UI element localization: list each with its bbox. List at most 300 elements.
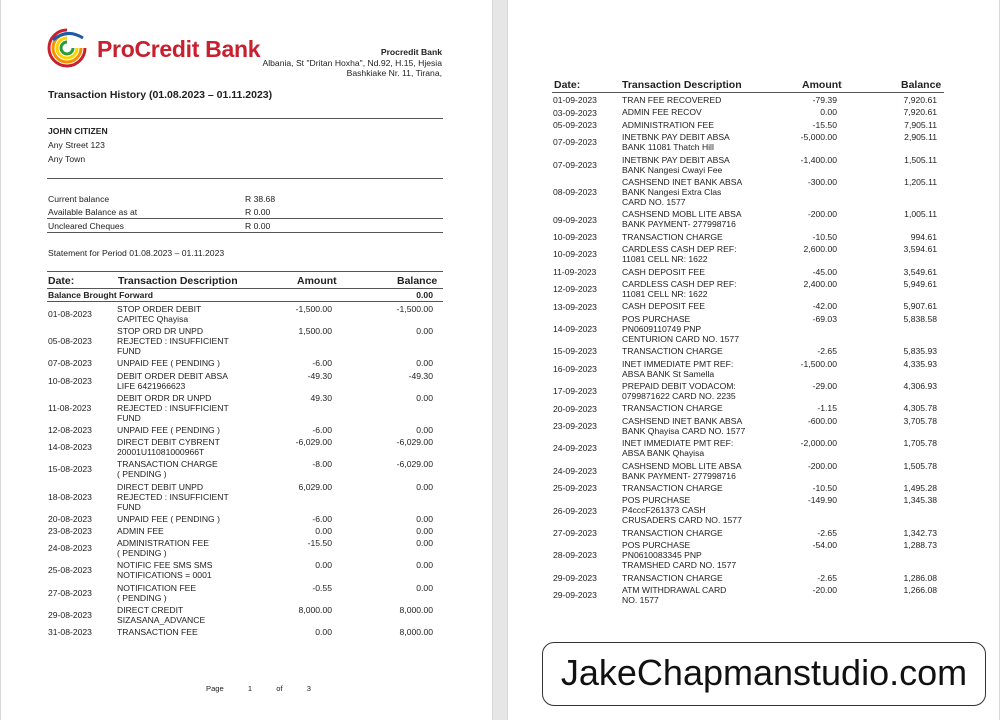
row-date: 12-08-2023 — [48, 425, 92, 436]
statement-page-2 — [507, 0, 1000, 720]
row-amount: -20.00 — [812, 585, 837, 595]
divider — [47, 288, 443, 289]
table-row — [508, 301, 999, 313]
row-amount: -49.30 — [307, 370, 332, 381]
balance-label: Current balance — [48, 194, 110, 204]
row-description-line: STOP ORDER DEBIT — [117, 304, 202, 314]
row-description — [622, 495, 762, 525]
row-amount: -6.00 — [312, 358, 332, 369]
row-date: 01-08-2023 — [48, 309, 92, 320]
row-balance: 0.00 — [416, 560, 433, 571]
row-description-line: BANK 11081 Thatch Hill — [622, 142, 714, 153]
row-amount: -69.03 — [812, 313, 837, 324]
table-row — [508, 495, 999, 527]
divider — [47, 178, 443, 179]
header-balance: Balance — [397, 275, 438, 287]
row-date: 05-08-2023 — [48, 336, 92, 347]
row-description-line: CRUSADERS CARD NO. 1577 — [622, 515, 742, 526]
row-description-line: CASHSEND MOBL LITE ABSA — [622, 460, 742, 471]
row-date: 16-09-2023 — [553, 363, 597, 374]
customer-block — [48, 124, 108, 166]
row-description-line: NO. 1577 — [622, 595, 659, 605]
row-description-line: TRAN FEE RECOVERED — [622, 95, 722, 105]
row-amount: -200.00 — [807, 209, 837, 220]
table-row — [1, 393, 492, 425]
row-amount: -15.50 — [307, 538, 332, 549]
bank-address-line-1: Albania, St "Dritan Hoxha", Nd.92, H.15, Hjesia — [262, 57, 442, 68]
row-balance: 994.61 — [910, 231, 937, 242]
row-description-line: DEBIT ORDR DR UNPD — [117, 392, 212, 403]
row-description-line: CARDLESS CASH DEP REF: — [622, 244, 737, 255]
row-date: 18-08-2023 — [48, 491, 92, 502]
row-description — [117, 605, 257, 625]
page-label: Page — [206, 684, 224, 693]
row-amount: -2.65 — [817, 346, 837, 357]
row-description-line: INETBNK PAY DEBIT ABSA — [622, 154, 730, 165]
row-balance: 4,335.93 — [903, 358, 937, 369]
row-amount: 2,400.00 — [803, 279, 837, 289]
row-date: 01-09-2023 — [553, 95, 597, 106]
row-amount: -0.55 — [312, 582, 332, 593]
row-amount: -15.50 — [812, 119, 837, 130]
table-row — [508, 132, 999, 154]
of-label: of — [276, 684, 283, 693]
customer-name: JOHN CITIZEN — [48, 126, 108, 136]
row-date: 09-09-2023 — [553, 214, 597, 225]
row-description-line: TRANSACTION CHARGE — [622, 403, 723, 414]
row-description-line: STOP ORD DR UNPD — [117, 326, 204, 337]
row-description — [622, 244, 762, 264]
row-date: 15-08-2023 — [48, 464, 92, 475]
table-row — [508, 155, 999, 177]
row-amount: -1,500.00 — [800, 358, 837, 369]
row-description-line: NOTIFIC FEE SMS SMS — [117, 560, 213, 571]
table-row — [1, 514, 492, 526]
row-description-line: ADMIN FEE RECOV — [622, 107, 702, 118]
table-row — [508, 95, 999, 107]
row-description — [622, 438, 762, 458]
brought-forward-value: 0.00 — [416, 290, 433, 300]
divider — [552, 92, 944, 93]
row-balance: 8,000.00 — [399, 627, 433, 637]
row-description — [622, 314, 762, 344]
row-description — [622, 483, 762, 493]
row-amount: -200.00 — [807, 460, 837, 471]
logo-text: ProCredit Bank — [97, 36, 261, 62]
row-description-line: TRANSACTION CHARGE — [622, 527, 723, 538]
row-description — [622, 461, 762, 481]
row-description-line: CASHSEND INET BANK ABSA — [622, 177, 743, 187]
row-balance: 1,288.73 — [903, 540, 937, 551]
row-amount: -6.00 — [312, 425, 332, 435]
row-description — [622, 155, 762, 175]
row-date: 07-08-2023 — [48, 358, 92, 369]
row-amount: -600.00 — [807, 415, 837, 426]
row-description-line: REJECTED : INSUFFICIENT — [117, 336, 229, 347]
row-amount: -10.50 — [812, 483, 837, 493]
row-description-line: POS PURCHASE — [622, 313, 691, 324]
row-description — [622, 232, 762, 242]
table-row — [508, 107, 999, 119]
table-row — [508, 528, 999, 540]
row-balance: 1,266.08 — [903, 585, 937, 595]
row-description-line: ( PENDING ) — [117, 592, 167, 603]
table-row — [1, 627, 492, 639]
row-description-line: BANK Nangesi Cwayi Fee — [622, 164, 723, 175]
row-description — [622, 528, 762, 538]
row-date: 24-08-2023 — [48, 543, 92, 554]
row-balance: 0.00 — [416, 513, 433, 524]
row-description-line: BANK Nangesi Extra Clas — [622, 187, 722, 197]
row-balance: -6,029.00 — [396, 437, 433, 448]
row-description-line: PREPAID DEBIT VODACOM: — [622, 381, 736, 391]
row-description — [117, 393, 257, 423]
table-row — [1, 526, 492, 538]
row-balance: -6,029.00 — [396, 459, 433, 470]
balance-value: R 0.00 — [245, 207, 271, 217]
balance-label: Uncleared Cheques — [48, 221, 124, 231]
row-description — [117, 371, 257, 391]
row-description-line: LIFE 6421966623 — [117, 380, 186, 391]
row-date: 29-09-2023 — [553, 590, 597, 601]
row-description-line: ( PENDING ) — [117, 469, 167, 480]
statement-page-1 — [0, 0, 493, 720]
row-balance: -1,500.00 — [396, 304, 433, 314]
row-description — [622, 120, 762, 130]
row-amount: -6,029.00 — [295, 437, 332, 448]
table-row — [508, 279, 999, 301]
balance-value: R 0.00 — [245, 221, 271, 231]
table-row — [1, 605, 492, 627]
row-balance: 5,835.93 — [903, 346, 937, 357]
row-date: 17-09-2023 — [553, 386, 597, 397]
row-description — [117, 560, 257, 580]
row-description — [622, 573, 762, 583]
row-date: 25-08-2023 — [48, 565, 92, 576]
row-date: 14-09-2023 — [553, 323, 597, 334]
row-amount: -29.00 — [812, 381, 837, 391]
row-date: 10-08-2023 — [48, 375, 92, 386]
row-amount: -149.90 — [807, 495, 837, 506]
row-description-line: POS PURCHASE — [622, 540, 691, 551]
row-description-line: 11081 CELL NR: 1622 — [622, 254, 708, 265]
row-description — [117, 583, 257, 603]
row-description — [117, 304, 257, 324]
row-description — [622, 267, 762, 277]
row-balance: 5,949.61 — [903, 279, 937, 289]
table-row — [508, 416, 999, 438]
row-description-line: SIZASANA_ADVANCE — [117, 614, 206, 625]
header-date: Date: — [48, 275, 75, 287]
row-description-line: CASHSEND INET BANK ABSA — [622, 415, 743, 426]
row-description — [117, 358, 257, 368]
table-row — [1, 437, 492, 459]
row-description — [117, 459, 257, 479]
row-description-line: PN0609110749 PNP — [622, 323, 702, 334]
table-row — [508, 461, 999, 483]
row-date: 23-08-2023 — [48, 526, 92, 537]
row-description-line: DIRECT DEBIT UNPD — [117, 481, 204, 492]
row-description-line: BANK PAYMENT- 277998716 — [622, 219, 736, 230]
table-row — [508, 267, 999, 279]
row-amount: 0.00 — [315, 560, 332, 571]
row-balance: 1,495.28 — [903, 483, 937, 493]
row-description-line: REJECTED : INSUFFICIENT — [117, 491, 229, 502]
row-amount: 49.30 — [310, 392, 332, 403]
row-amount: 0.00 — [315, 526, 332, 536]
row-description-line: INETBNK PAY DEBIT ABSA — [622, 132, 730, 143]
procredit-logo-icon — [45, 26, 89, 70]
divider — [47, 232, 443, 233]
row-description-line: P4cccF261373 CASH — [622, 505, 706, 516]
row-balance: 1,345.38 — [903, 495, 937, 506]
row-description-line: CASHSEND MOBL LITE ABSA — [622, 209, 742, 220]
row-balance: 8,000.00 — [399, 604, 433, 615]
row-date: 10-09-2023 — [553, 231, 597, 242]
row-description-line: TRANSACTION FEE — [117, 627, 198, 637]
row-description — [622, 209, 762, 229]
table-row — [508, 346, 999, 358]
row-date: 07-09-2023 — [553, 159, 597, 170]
row-amount: -79.39 — [812, 95, 837, 105]
row-balance: 1,286.08 — [903, 572, 937, 583]
row-date: 28-09-2023 — [553, 550, 597, 561]
row-description-line: DIRECT CREDIT — [117, 604, 184, 615]
row-description-line: FUND — [117, 501, 141, 512]
row-description — [622, 540, 762, 570]
row-balance: 0.00 — [416, 326, 433, 337]
table-row — [1, 425, 492, 437]
row-description-line: FUND — [117, 346, 141, 357]
page-number: 1 — [247, 684, 253, 693]
row-balance: 1,505.11 — [904, 154, 937, 165]
balance-value: R 38.68 — [245, 194, 276, 204]
table-row — [1, 326, 492, 358]
row-description — [622, 301, 762, 311]
row-date: 25-09-2023 — [553, 483, 597, 494]
row-date: 13-09-2023 — [553, 301, 597, 312]
row-date: 11-08-2023 — [48, 402, 92, 413]
row-description — [117, 425, 257, 435]
row-balance: 0.00 — [416, 526, 433, 536]
row-description — [622, 585, 762, 605]
row-description-line: PN0610083345 PNP — [622, 550, 702, 561]
table-row — [508, 381, 999, 403]
table-row — [1, 358, 492, 370]
balance-label: Available Balance as at — [48, 207, 138, 217]
row-amount: 6,029.00 — [298, 481, 332, 492]
row-balance: 0.00 — [416, 358, 433, 369]
table-row — [508, 177, 999, 209]
row-description-line: TRANSACTION CHARGE — [117, 459, 218, 470]
row-date: 11-09-2023 — [553, 266, 597, 277]
row-balance: 5,838.58 — [903, 313, 937, 324]
row-description-line: NOTIFICATION FEE — [117, 582, 197, 593]
row-description-line: ADMINISTRATION FEE — [117, 538, 209, 549]
row-description — [117, 437, 257, 457]
row-balance: 1,342.73 — [903, 527, 937, 538]
row-amount: -2,000.00 — [800, 438, 837, 449]
row-balance: 2,905.11 — [904, 132, 937, 143]
row-date: 05-09-2023 — [553, 119, 597, 130]
row-description — [117, 326, 257, 356]
watermark: JakeChapmanstudio.com — [542, 642, 986, 706]
row-amount: -42.00 — [812, 301, 837, 312]
row-balance: 0.00 — [416, 425, 433, 435]
row-description-line: ( PENDING ) — [117, 548, 167, 559]
row-balance: 1,005.11 — [904, 209, 937, 220]
row-date: 26-09-2023 — [553, 505, 597, 516]
row-amount: -1,500.00 — [295, 304, 332, 314]
row-description-line: CASH DEPOSIT FEE — [622, 266, 705, 277]
row-description-line: FUND — [117, 412, 141, 423]
row-amount: 0.00 — [315, 627, 332, 637]
table-row — [508, 359, 999, 381]
header-description: Transaction Description — [622, 79, 742, 91]
row-amount: -45.00 — [812, 266, 837, 277]
row-balance: 0.00 — [416, 481, 433, 492]
row-balance: 5,907.61 — [903, 301, 937, 312]
row-amount: 1,500.00 — [298, 326, 332, 337]
row-balance: 3,594.61 — [903, 244, 937, 255]
row-balance: 4,306.93 — [903, 381, 937, 391]
row-description-line: 0799871622 CARD NO. 2235 — [622, 391, 736, 401]
row-description-line: NOTIFICATIONS = 0001 — [117, 570, 212, 581]
row-amount: 2,600.00 — [803, 244, 837, 255]
row-balance: 0.00 — [416, 538, 433, 549]
row-description-line: TRAMSHED CARD NO. 1577 — [622, 560, 737, 571]
table-row — [1, 371, 492, 393]
row-description-line: TRANSACTION CHARGE — [622, 346, 723, 357]
row-description-line: CASH DEPOSIT FEE — [622, 301, 705, 312]
row-description-line: REJECTED : INSUFFICIENT — [117, 402, 229, 413]
page-total: 3 — [306, 684, 311, 693]
row-description-line: TRANSACTION CHARGE — [622, 231, 723, 242]
row-balance: 1,705.78 — [903, 438, 937, 449]
header-amount: Amount — [297, 275, 337, 287]
row-date: 12-09-2023 — [553, 284, 597, 295]
row-description — [117, 627, 257, 637]
row-amount: -1.15 — [817, 403, 837, 414]
row-description-line: UNPAID FEE ( PENDING ) — [117, 358, 220, 369]
table-row — [1, 560, 492, 582]
row-date: 29-09-2023 — [553, 572, 597, 583]
row-description-line: DIRECT DEBIT CYBRENT — [117, 437, 220, 448]
row-description-line: ABSA BANK St Samella — [622, 368, 715, 379]
row-amount: 8,000.00 — [298, 604, 332, 615]
row-date: 03-09-2023 — [553, 107, 597, 118]
row-description-line: INET IMMEDIATE PMT REF: — [622, 358, 734, 369]
table-row — [508, 232, 999, 244]
row-description-line: 11081 CELL NR: 1622 — [622, 289, 708, 299]
row-amount: -1,400.00 — [800, 154, 837, 165]
row-description-line: TRANSACTION CHARGE — [622, 572, 723, 583]
row-balance: 4,305.78 — [903, 403, 937, 414]
row-balance: 7,905.11 — [904, 119, 937, 130]
row-date: 24-09-2023 — [553, 443, 597, 454]
row-description-line: POS PURCHASE — [622, 495, 691, 506]
table-row — [508, 244, 999, 266]
row-amount: -54.00 — [812, 540, 837, 551]
table-row — [1, 304, 492, 326]
table-row — [508, 585, 999, 607]
row-description — [622, 381, 762, 401]
statement-period: Statement for Period 01.08.2023 – 01.11.2023 — [48, 248, 225, 258]
row-amount: 0.00 — [820, 107, 837, 118]
row-description-line: CARD NO. 1577 — [622, 197, 686, 207]
row-balance: 7,920.61 — [903, 107, 937, 118]
table-row — [508, 573, 999, 585]
divider — [47, 301, 443, 302]
row-description — [622, 132, 762, 152]
row-date: 14-08-2023 — [48, 442, 92, 453]
row-description-line: ADMINISTRATION FEE — [622, 119, 714, 130]
row-description-line: UNPAID FEE ( PENDING ) — [117, 513, 220, 524]
row-description-line: DEBIT ORDER DEBIT ABSA — [117, 370, 228, 381]
row-description-line: ABSA BANK Qhayisa — [622, 448, 705, 459]
row-amount: -2.65 — [817, 572, 837, 583]
bank-address — [263, 47, 443, 79]
row-amount: -10.50 — [812, 231, 837, 242]
row-description — [117, 514, 257, 524]
row-date: 15-09-2023 — [553, 346, 597, 357]
page-title: Transaction History (01.08.2023 – 01.11.2023) — [48, 89, 273, 101]
row-description — [622, 107, 762, 117]
table-row — [508, 483, 999, 495]
row-description-line: ATM WITHDRAWAL CARD — [622, 585, 727, 595]
row-description — [622, 177, 762, 207]
row-description — [117, 482, 257, 512]
row-date: 20-08-2023 — [48, 513, 92, 524]
row-description-line: CAPITEC Qhayisa — [117, 314, 189, 324]
row-amount: -8.00 — [312, 459, 332, 470]
row-balance: 3,705.78 — [903, 415, 937, 426]
table-row — [1, 538, 492, 560]
row-date: 08-09-2023 — [553, 187, 597, 198]
row-amount: -2.65 — [817, 527, 837, 538]
divider — [47, 271, 443, 272]
row-description-line: UNPAID FEE ( PENDING ) — [117, 425, 220, 435]
table-row — [508, 209, 999, 231]
row-balance: -49.30 — [408, 370, 433, 381]
row-description-line: BANK Qhayisa CARD NO. 1577 — [622, 425, 746, 436]
table-row — [508, 120, 999, 132]
row-description — [622, 279, 762, 299]
row-balance: 1,505.78 — [903, 460, 937, 471]
header-amount: Amount — [802, 79, 842, 91]
row-date: 27-09-2023 — [553, 527, 597, 538]
row-balance: 0.00 — [416, 582, 433, 593]
row-amount: -5,000.00 — [800, 132, 837, 143]
row-description-line: TRANSACTION CHARGE — [622, 483, 723, 493]
row-description-line: CENTURION CARD NO. 1577 — [622, 333, 739, 344]
row-date: 24-09-2023 — [553, 465, 597, 476]
row-date: 07-09-2023 — [553, 137, 597, 148]
row-description — [117, 526, 257, 536]
table-row — [508, 403, 999, 415]
table-row — [1, 459, 492, 481]
row-amount: -300.00 — [807, 177, 837, 187]
row-date: 20-09-2023 — [553, 403, 597, 414]
row-description — [622, 95, 762, 105]
header-balance: Balance — [901, 79, 942, 91]
row-description-line: ADMIN FEE — [117, 526, 164, 536]
row-date: 10-09-2023 — [553, 249, 597, 260]
table-row — [1, 583, 492, 605]
row-date: 27-08-2023 — [48, 587, 92, 598]
customer-town: Any Town — [48, 154, 86, 164]
row-date: 23-09-2023 — [553, 420, 597, 431]
